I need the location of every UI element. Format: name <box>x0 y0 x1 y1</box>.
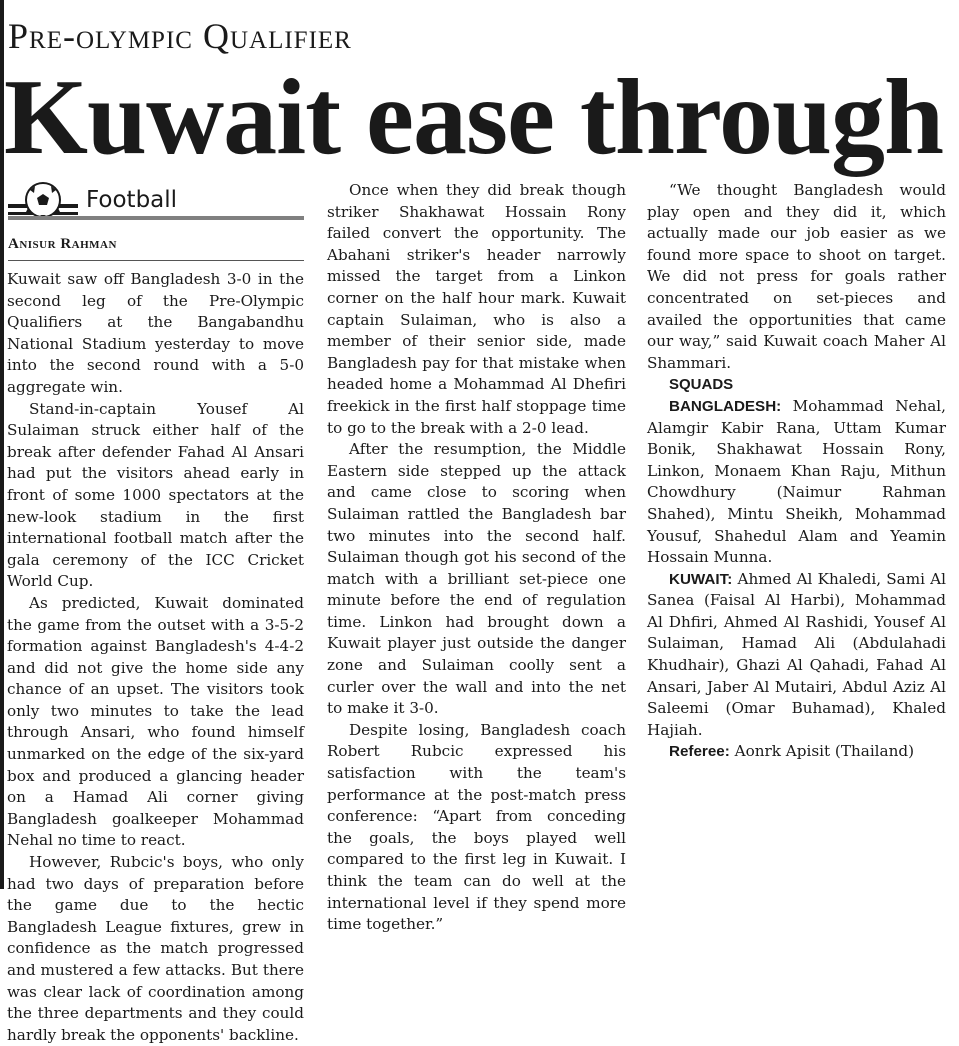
paragraph: After the resumption, the Middle Eastern side stepped up the attack and came close to scoring when Sulaiman rattled the Bangladesh bar two minutes into the second half. Sulaiman though got his second of the match with a brilliant set-piece one minute before the end of regulation time. Linkon had brought down a Kuwait player just outside the danger zone and Sulaiman coolly sent a curler over the wall and into the net to make it 3-0. <box>327 440 626 718</box>
squads-heading: SQUADS <box>669 376 734 394</box>
referee-line <box>647 741 946 763</box>
squad-kuwait <box>647 569 946 742</box>
section-label: Football <box>86 187 178 213</box>
article-column-1 <box>7 269 304 1046</box>
paragraph: Kuwait saw off Bangladesh 3-0 in the second leg of the Pre-Olympic Qualifiers at the Bangabandhu National Stadium yesterday to move into the second round with a 5-0 aggregate win. <box>7 270 304 396</box>
byline-rule <box>8 260 304 261</box>
team-label: KUWAIT: <box>669 570 733 588</box>
byline: Anisur Rahman <box>8 236 117 252</box>
kicker: Pre-olympic Qualifier <box>8 16 352 56</box>
team-players: Mohammad Nehal, Alamgir Kabir Rana, Uttam Kumar Bonik, Shakhawat Hossain Rony, Linkon, Monaem Khan Raju, Mithun Chowdhury (Naimur Rahman Shahed), Mintu Sheikh, Mohammad Yousuf, Shahedul Alam and Yeamin Hossain Munna. <box>647 396 946 567</box>
paragraph: As predicted, Kuwait dominated the game from the outset with a 3-5-2 formation against Bangladesh's 4-4-2 and did not give the home side any chance of an upset. The visitors took only two minutes to take the lead through Ansari, who found himself unmarked on the edge of the six-yard box and produced a glancing header on a Hamad Ali corner giving Bangladesh goalkeeper Mohammad Nehal no time to react. <box>7 593 304 850</box>
headline: Kuwait ease through <box>4 58 944 177</box>
paragraph: “We thought Bangladesh would play open and they did it, which actually made our job easier as we found more space to shoot on target. We did not press for goals rather concentrated on set-pieces and availed the opportunities that came our way,” said Kuwait coach Maher Al Shammari. <box>647 181 946 372</box>
article-column-2 <box>327 180 626 936</box>
section-rule <box>8 216 304 220</box>
paragraph: Despite losing, Bangladesh coach Robert Rubcic expressed his satisfaction with the team's performance at the post-match press conference: “Apart from conceding the goals, the boys played well compared to the first leg in Kuwait. I think the team can do well at the international level if they spend more time together.” <box>327 720 626 934</box>
squad-bangladesh <box>647 396 946 569</box>
paragraph: Stand-in-captain Yousef Al Sulaiman struck either half of the break after defender Fahad Al Ansari had put the visitors ahead early in front of some 1000 spectators at the new-look stadium in the first international football match after the gala ceremony of the ICC Cricket World Cup. <box>7 399 304 591</box>
section-tag <box>8 180 304 220</box>
football-icon <box>8 182 78 218</box>
team-players: Ahmed Al Khaledi, Sami Al Sanea (Faisal Al Harbi), Mohammad Al Dhfiri, Ahmed Al Rashidi, Yousef Al Sulaiman, Hamad Ali (Abdulahadi Khudhair), Ghazi Al Qahadi, Fahad Al Ansari, Jaber Al Mutairi, Abdul Aziz Al Saleemi (Omar Buhamad), Khaled Hajiah. <box>647 569 946 739</box>
article-column-3 <box>647 180 946 763</box>
paragraph: Once when they did break though striker Shakhawat Hossain Rony failed convert the opportunity. The Abahani striker's header narrowly missed the target from a Linkon corner on the half hour mark. Kuwait captain Sulaiman, who is also a member of their senior side, made Bangladesh pay for that mistake when headed home a Mohammad Al Dhefiri freekick in the first half stoppage time to go to the break with a 2-0 lead. <box>327 181 626 437</box>
team-label: BANGLADESH: <box>669 397 782 415</box>
referee-label: Referee: <box>669 743 730 761</box>
paragraph: However, Rubcic's boys, who only had two days of preparation before the game due to the hectic Bangladesh League fixtures, grew in confidence as the match progressed and mustered a few attacks. But there was clear lack of coordination among the three departments and they could hardly break the opponents' backline. <box>7 853 304 1044</box>
referee-name: Aonrk Apisit (Thailand) <box>734 742 915 761</box>
